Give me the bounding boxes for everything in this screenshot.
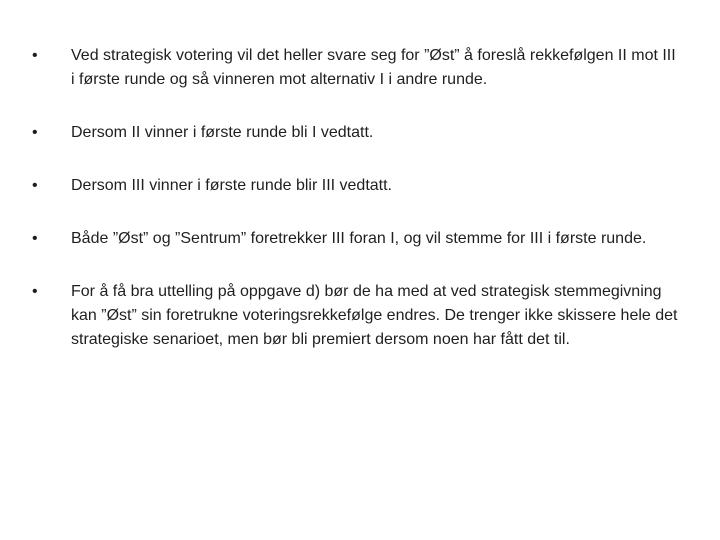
- bullet-item: • For å få bra uttelling på oppgave d) bør de ha med at ved strategisk stemmegivning kan ”Øst” sin foretrukne voteringsrekkefølge endres. De trenger ikke skissere hele det strategiske senarioet, men bør bli premiert dersom noen har fått det til.: [30, 280, 680, 352]
- bullet-item: • Dersom II vinner i første runde bli I vedtatt.: [30, 121, 680, 145]
- bullet-item: • Ved strategisk votering vil det heller svare seg for ”Øst” å foreslå rekkefølgen II mot III i første runde og så vinneren mot alternativ I i andre runde.: [30, 44, 680, 92]
- bullet-item: • Både ”Øst” og ”Sentrum” foretrekker III foran I, og vil stemme for III i første runde.: [30, 227, 680, 251]
- bullet-list: [30, 44, 680, 352]
- bullet-item: • Dersom III vinner i første runde blir III vedtatt.: [30, 174, 680, 198]
